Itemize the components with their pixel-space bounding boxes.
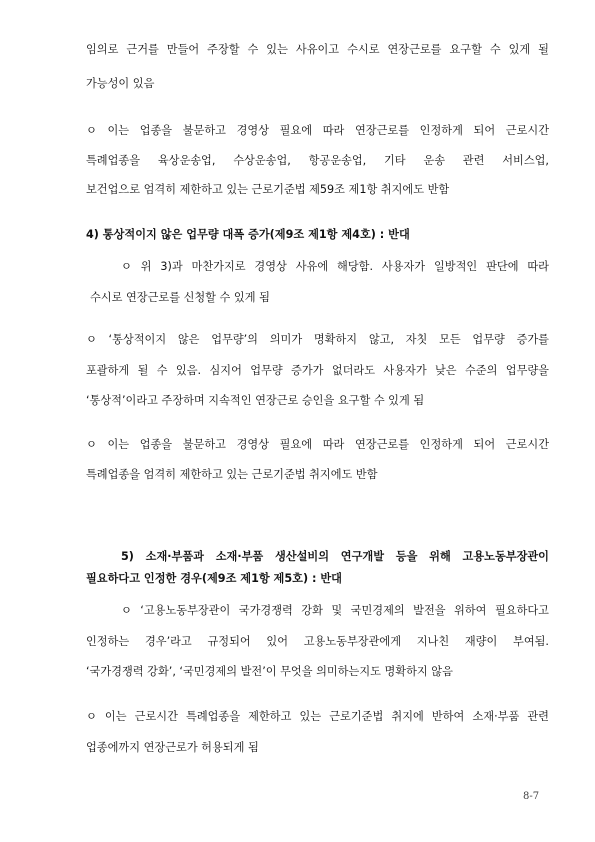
bullet-text-line: ㅇ 이는 업종을 불문하고 경영상 필요에 따라 연장근로를 인정하게 되어 근로시간 xyxy=(86,438,549,451)
body-text-line: 보건업으로 엄격히 제한하고 있는 근로기준법 제59조 제1항 취지에도 반함 xyxy=(86,183,450,196)
body-text-line: 특례업종을 엄격히 제한하고 있는 근로기준법 취지에도 반함 xyxy=(86,468,378,481)
page-number: 8-7 xyxy=(523,791,540,802)
section-heading: 5) 소재·부품과 소재·부품 생산설비의 연구개발 등을 위해 고용노동부장관이 xyxy=(121,550,549,563)
body-text-line: 업종에까지 연장근로가 허용되게 됨 xyxy=(86,741,259,754)
bullet-text-line: ㅇ ‘통상적이지 않은 업무량’의 의미가 명확하지 않고, 자칫 모든 업무량 증가를 xyxy=(86,333,549,346)
body-text-line: 가능성이 있음 xyxy=(86,77,155,90)
bullet-text-line: ㅇ ‘고용노동부장관이 국가경쟁력 강화 및 국민경제의 발전을 위하여 필요하다고 xyxy=(121,604,549,617)
body-text-line: ‘통상적’이라고 주장하며 지속적인 연장근로 승인을 요구할 수 있게 됨 xyxy=(86,394,425,407)
bullet-text-line: ㅇ 이는 업종을 불문하고 경영상 필요에 따라 연장근로를 인정하게 되어 근로시간 xyxy=(86,124,549,137)
body-text-line: 임의로 근거를 만들어 주장할 수 있는 사유이고 수시로 연장근로를 요구할 수 있게 될 xyxy=(86,43,549,56)
body-text-line: 수시로 연장근로를 신청할 수 있게 됨 xyxy=(90,291,270,304)
bullet-text-line: ㅇ 이는 근로시간 특례업종을 제한하고 있는 근로기준법 취지에 반하여 소재·부품 관련 xyxy=(86,710,549,723)
body-text-line: 특례업종을 육상운송업, 수상운송업, 항공운송업, 기타 운송 관련 서비스업, xyxy=(86,154,549,167)
body-text-line: 인정하는 경우’라고 규정되어 있어 고용노동부장관에게 지나친 재량이 부여됨. xyxy=(86,635,549,648)
body-text-line: ‘국가경쟁력 강화’, ‘국민경제의 발전’이 무엇을 의미하는지도 명확하지 않음 xyxy=(86,665,453,678)
section-heading: 4) 통상적이지 않은 업무량 대폭 증가(제9조 제1항 제4호) : 반대 xyxy=(86,228,410,241)
bullet-text-line: ㅇ 위 3)과 마찬가지로 경영상 사유에 해당함. 사용자가 일방적인 판단에 따라 xyxy=(121,260,549,273)
body-text-line: 포괄하게 될 수 있음. 심지어 업무량 증가가 없더라도 사용자가 낮은 수준의 업무량을 xyxy=(86,364,549,377)
section-heading: 필요하다고 인정한 경우(제9조 제1항 제5호) : 반대 xyxy=(86,572,342,585)
